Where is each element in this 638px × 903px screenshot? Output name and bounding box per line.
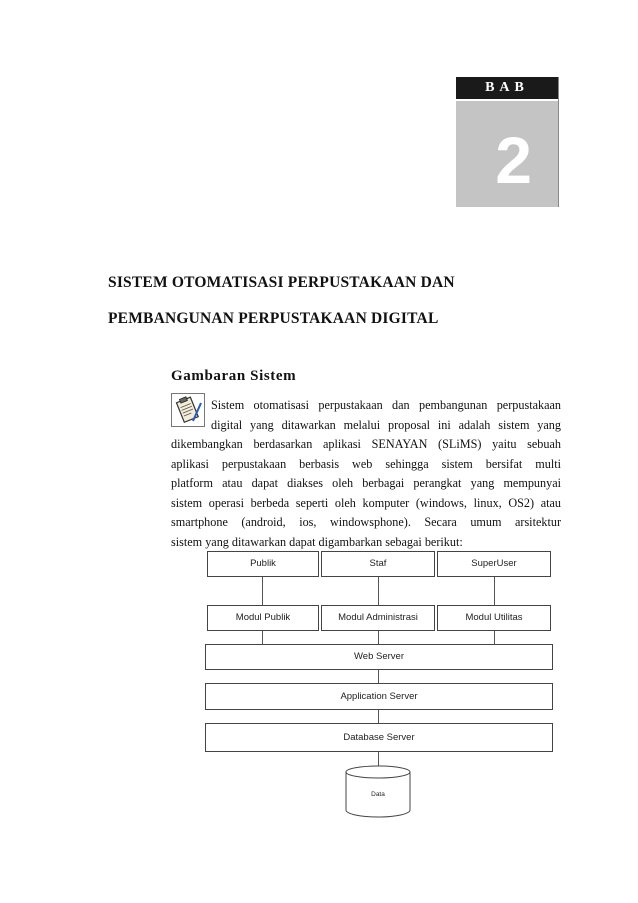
connector-line [494, 631, 495, 644]
chapter-title-line-2: PEMBANGUNAN PERPUSTAKAAN DIGITAL [108, 310, 439, 327]
module-box-administrasi: Modul Administrasi [321, 605, 435, 631]
paragraph-line: Sistem otomatisasi perpustakaan dan pembangunan perpustakaan [211, 398, 561, 412]
chapter-number: 2 [495, 123, 532, 197]
user-box-staf: Staf [321, 551, 435, 577]
paragraph-body [171, 435, 561, 552]
chapter-title-line-1: SISTEM OTOMATISASI PERPUSTAKAAN DAN [108, 274, 455, 291]
architecture-diagram [205, 551, 555, 821]
chapter-number-box [456, 101, 558, 207]
paragraph-line: sistem yang ditawarkan dapat digambarkan sebagai berikut: [171, 534, 463, 549]
user-box-superuser: SuperUser [437, 551, 551, 577]
connector-line [378, 577, 379, 605]
paragraph-line: aplikasi perpustakaan berbasis web sehingga sistem bersifat multi [171, 456, 561, 471]
chapter-label: BAB [456, 77, 558, 99]
layer-web-server: Web Server [205, 644, 553, 670]
connector-line [262, 631, 263, 644]
paragraph-line: platform atau dapat diakses oleh berbagai perangkat yang mempunyai [171, 476, 561, 490]
paragraph-line: smartphone (android, ios, windowsphone). Secara umum arsitektur [171, 515, 561, 529]
connector-line [494, 577, 495, 605]
chapter-title [108, 265, 568, 337]
layer-application-server: Application Server [205, 683, 553, 710]
paragraph-intro [211, 396, 561, 435]
paragraph-line: sistem operasi berbeda seperti oleh komputer (windows, linux, OS2) atau [171, 495, 561, 510]
connector-line [378, 710, 379, 723]
user-box-publik: Publik [207, 551, 319, 577]
paragraph-line: dikembangkan berdasarkan aplikasi SENAYAN (SLiMS) yaitu sebuah [171, 437, 561, 451]
connector-line [378, 631, 379, 644]
paragraph-line: digital yang ditawarkan melalui proposal ini adalah sistem yang [211, 417, 561, 432]
connector-line [262, 577, 263, 605]
chapter-edge-line [558, 77, 559, 207]
clipboard-icon [171, 393, 205, 427]
database-label: Data [371, 791, 385, 798]
connector-line [378, 670, 379, 683]
chapter-badge [456, 77, 558, 207]
module-box-utilitas: Modul Utilitas [437, 605, 551, 631]
section-title: Gambaran Sistem [171, 368, 297, 384]
module-box-publik: Modul Publik [207, 605, 319, 631]
layer-database-server: Database Server [205, 723, 553, 752]
